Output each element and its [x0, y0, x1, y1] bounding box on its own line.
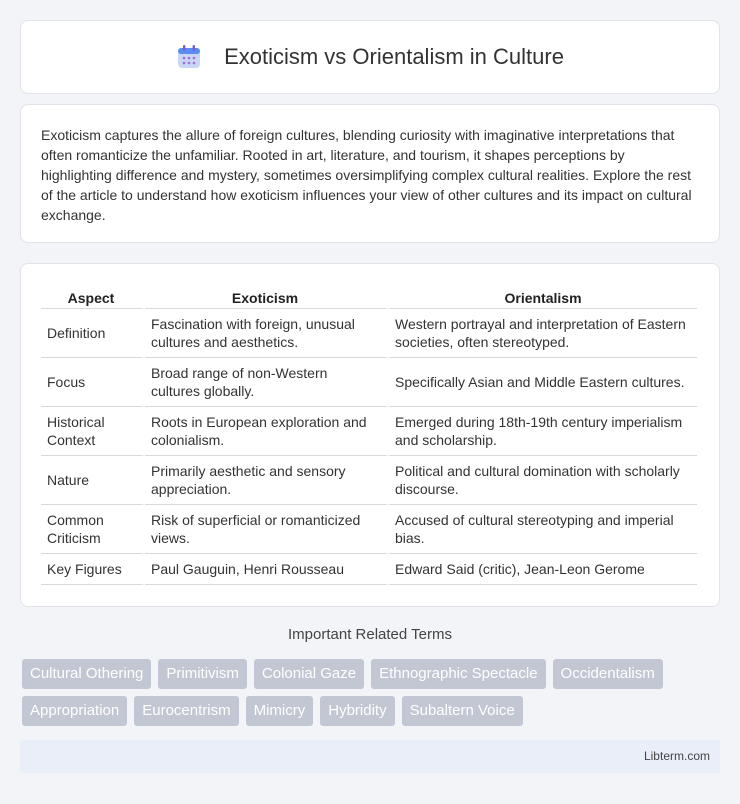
cell-aspect: Common Criticism: [41, 505, 145, 554]
cell-aspect: Nature: [41, 456, 145, 505]
cell-orientalism: Accused of cultural stereotyping and imperial bias.: [389, 505, 697, 554]
comparison-card: [20, 263, 720, 607]
cell-orientalism: Specifically Asian and Middle Eastern cultures.: [389, 358, 697, 407]
cell-exoticism: Paul Gauguin, Henri Rousseau: [145, 554, 389, 585]
tag-ethnographic-spectacle[interactable]: Ethnographic Spectacle: [371, 659, 545, 689]
intro-text: Exoticism captures the allure of foreign cultures, blending curiosity with imaginative interpretations that often romanticize the unfamiliar. Rooted in art, literature, and tourism, it shapes perceptions by highlighting difference and mystery, sometimes oversimplifying complex cultural realities. Explore the rest of the article to understand how exoticism influences your view of other cultures and its impact on cultural exchange.: [41, 127, 692, 223]
cell-orientalism: Edward Said (critic), Jean-Leon Gerome: [389, 554, 697, 585]
table-row: [41, 309, 697, 358]
cell-orientalism: Western portrayal and interpretation of Eastern societies, often stereotyped.: [389, 309, 697, 358]
table-row: [41, 407, 697, 456]
tag-subaltern-voice[interactable]: Subaltern Voice: [402, 696, 523, 726]
cell-orientalism: Emerged during 18th-19th century imperialism and scholarship.: [389, 407, 697, 456]
related-terms-list: [22, 659, 722, 733]
cell-exoticism: Fascination with foreign, unusual cultures and aesthetics.: [145, 309, 389, 358]
related-terms-title: Important Related Terms: [288, 626, 452, 643]
cell-aspect: Historical Context: [41, 407, 145, 456]
header-aspect: Aspect: [41, 284, 145, 309]
footer-bar: [20, 740, 720, 773]
header-card: [20, 20, 720, 94]
tag-colonial-gaze[interactable]: Colonial Gaze: [254, 659, 364, 689]
tag-primitivism[interactable]: Primitivism: [158, 659, 247, 689]
page-title: Exoticism vs Orientalism in Culture: [224, 44, 564, 69]
table-row: [41, 505, 697, 554]
footer-brand[interactable]: Libterm.com: [643, 749, 710, 763]
cell-aspect: Focus: [41, 358, 145, 407]
cell-exoticism: Risk of superficial or romanticized views.: [145, 505, 389, 554]
tag-mimicry[interactable]: Mimicry: [246, 696, 314, 726]
table-row: [41, 456, 697, 505]
comparison-table: [41, 284, 697, 585]
cell-exoticism: Broad range of non-Western cultures globally.: [145, 358, 389, 407]
tag-occidentalism[interactable]: Occidentalism: [553, 659, 663, 689]
cell-aspect: Key Figures: [41, 554, 145, 585]
tag-cultural-othering[interactable]: Cultural Othering: [22, 659, 151, 689]
cell-exoticism: Roots in European exploration and colonialism.: [145, 407, 389, 456]
header-exoticism: Exoticism: [145, 284, 389, 309]
tag-eurocentrism[interactable]: Eurocentrism: [134, 696, 238, 726]
cell-orientalism: Political and cultural domination with scholarly discourse.: [389, 456, 697, 505]
tag-appropriation[interactable]: Appropriation: [22, 696, 127, 726]
tag-hybridity[interactable]: Hybridity: [320, 696, 394, 726]
intro-card: [20, 104, 720, 243]
table-row: [41, 554, 697, 585]
calendar-icon: [176, 44, 202, 70]
table-row: [41, 358, 697, 407]
cell-exoticism: Primarily aesthetic and sensory appreciation.: [145, 456, 389, 505]
header-orientalism: Orientalism: [389, 284, 697, 309]
cell-aspect: Definition: [41, 309, 145, 358]
